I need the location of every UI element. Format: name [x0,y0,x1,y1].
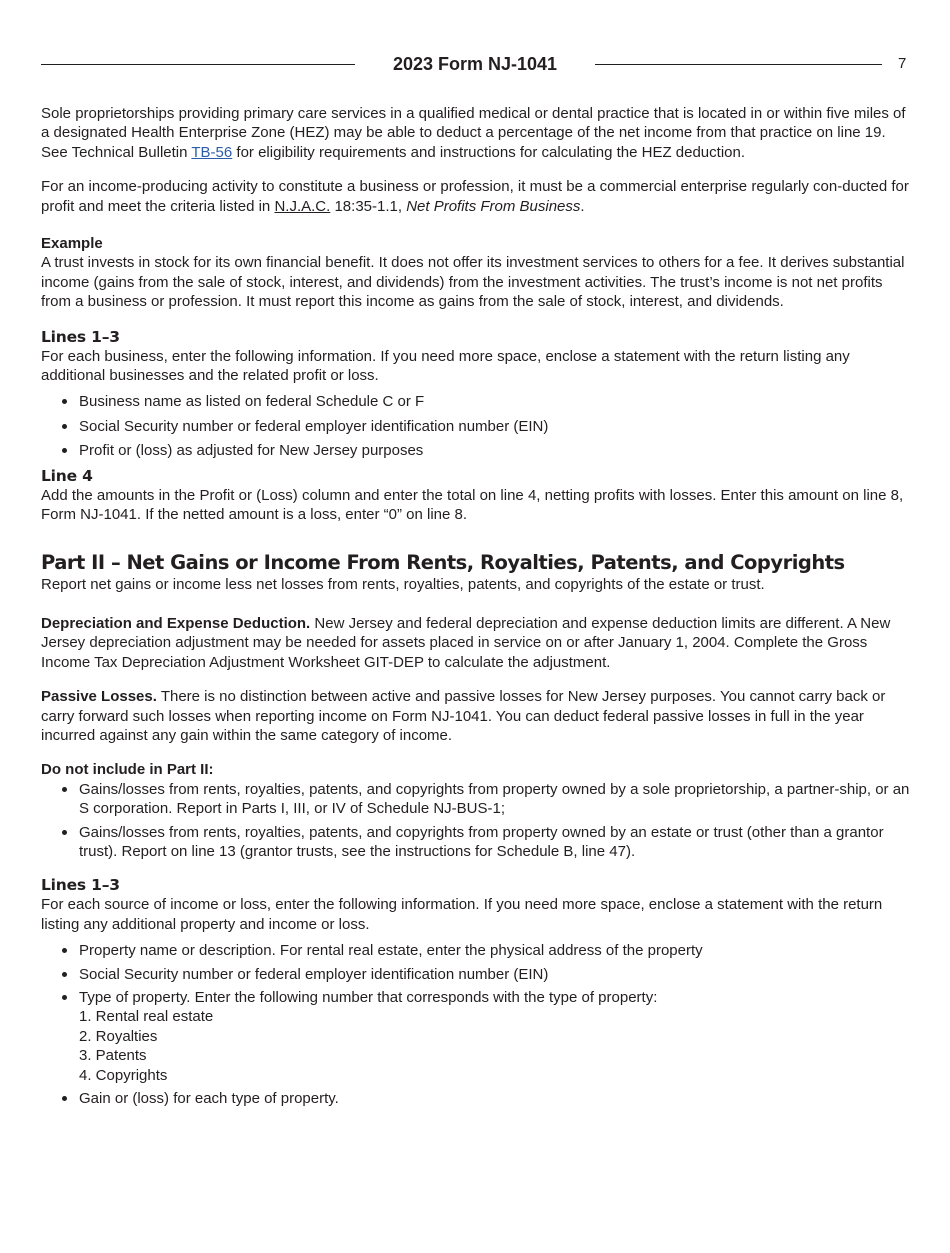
list-item: Business name as listed on federal Schedule C or F [41,392,911,411]
document-body [41,104,911,1112]
list-item: Profit or (loss) as adjusted for New Jersey purposes [41,441,911,460]
exclusions-list [41,780,911,862]
page-title: 2023 Form NJ-1041 [392,54,558,74]
header-rule-right [595,64,882,65]
list-item: Social Security number or federal employer identification number (EIN) [41,965,911,984]
list-item: Social Security number or federal employer identification number (EIN) [41,417,911,436]
part1-line-4-text: Add the amounts in the Profit or (Loss) column and enter the total on line 4, netting profits with losses. Enter this amount on line 8, Form NJ-1041. If the netted amount is a loss, enter “0” on line 8. [41,486,904,524]
part1-lines-1-3-text: For each business, enter the following information. If you need more space, enclose a statement with the return listing any additional businesses and the related profit or loss. [41,347,850,385]
page-number: 7 [898,55,907,72]
passive-losses-paragraph: Passive Losses. There is no distinction between active and passive losses for New Jersey purposes. You cannot carry back or carry forward such losses when reporting income on Form NJ-1041. You can deduct federal passive losses in full in the year incurred against any gain within the same category of income. [41,688,886,744]
business-definition-paragraph: For an income-producing activity to constitute a business or profession, it must be a commercial enterprise regularly con-ducted for profit and meet the criteria listed in N.J.A.C. 18:35-1.1, Net Profits From Business. [41,178,909,215]
part1-lines-1-3-heading: Lines 1–3 [41,327,120,346]
part2-intro: Report net gains or income less net losses from rents, royalties, patents, and copyrights of the estate or trust. [41,575,765,593]
depreciation-label: Depreciation and Expense Deduction. [41,614,311,632]
exclusions-heading: Do not include in Part II: [41,761,214,779]
property-type-list [79,1007,911,1085]
property-type-item: 1. Rental real estate [79,1008,214,1026]
property-type-item: 3. Patents [79,1047,147,1065]
header-rule-left [41,64,355,65]
list-item: Gains/losses from rents, royalties, patents, and copyrights from property owned by a sole proprietorship, a partner-ship, or an S corporation. Report in Parts I, III, or IV of Schedule NJ-BUS-1; [41,780,911,819]
depreciation-paragraph: Depreciation and Expense Deduction. New Jersey and federal depreciation and expense deduction limits are different. A New Jersey depreciation adjustment may be needed for assets placed in service on or after January 1, 2004. Complete the Gross Income Tax Depreciation Adjustment Worksheet GIT-DEP to calculate the adjustment. [41,614,891,671]
property-type-item: 2. Royalties [79,1027,158,1045]
list-item: Gain or (loss) for each type of property. [41,1089,911,1108]
part2-lines-1-3-heading: Lines 1–3 [41,876,120,895]
example-text: A trust invests in stock for its own financial benefit. It does not offer its investment services to others for a fee. It derives substantial income (gains from the sale of stock, interest, and dividends) from the investment activities. The trust’s income is not net profits from a business or profession. It must report this income as gains from the sale of stock, interest, and dividends. [41,254,905,311]
part2-lines-1-3-text: For each source of income or loss, enter the following information. If you need more space, enclose a statement with the return listing any additional property and income or loss. [41,896,883,933]
part1-business-info-list [41,392,911,460]
hez-paragraph: Sole proprietorships providing primary care services in a qualified medical or dental practice that is located in or within five miles of a designated Health Enterprise Zone (HEZ) may be able to deduct a percentage of the net income from that practice on line 19. See Technical Bulletin TB-56 for eligibility requirements and instructions for calculating the HEZ deduction. [41,105,906,161]
part2-property-info-list [41,941,911,1108]
part1-line-4-heading: Line 4 [41,466,93,485]
njac-reference: N.J.A.C. [274,197,331,215]
tb-56-link[interactable]: TB-56 [191,143,233,161]
passive-losses-label: Passive Losses. [41,688,157,706]
part2-title: Part II – Net Gains or Income From Rents, Royalties, Patents, and Copyrights [41,550,845,574]
list-item: Type of property. Enter the following number that corresponds with the type of property: 1. Rental real estate 2. Royalties 3. Patents 4. Copyrights [41,988,911,1085]
example-heading: Example [41,235,103,253]
list-item: Gains/losses from rents, royalties, patents, and copyrights from property owned by an estate or trust (other than a grantor trust). Report on line 13 (grantor trusts, see the instructions for Schedule B, line 47). [41,823,911,862]
list-item: Property name or description. For rental real estate, enter the physical address of the property [41,941,911,960]
property-type-item: 4. Copyrights [79,1066,168,1084]
